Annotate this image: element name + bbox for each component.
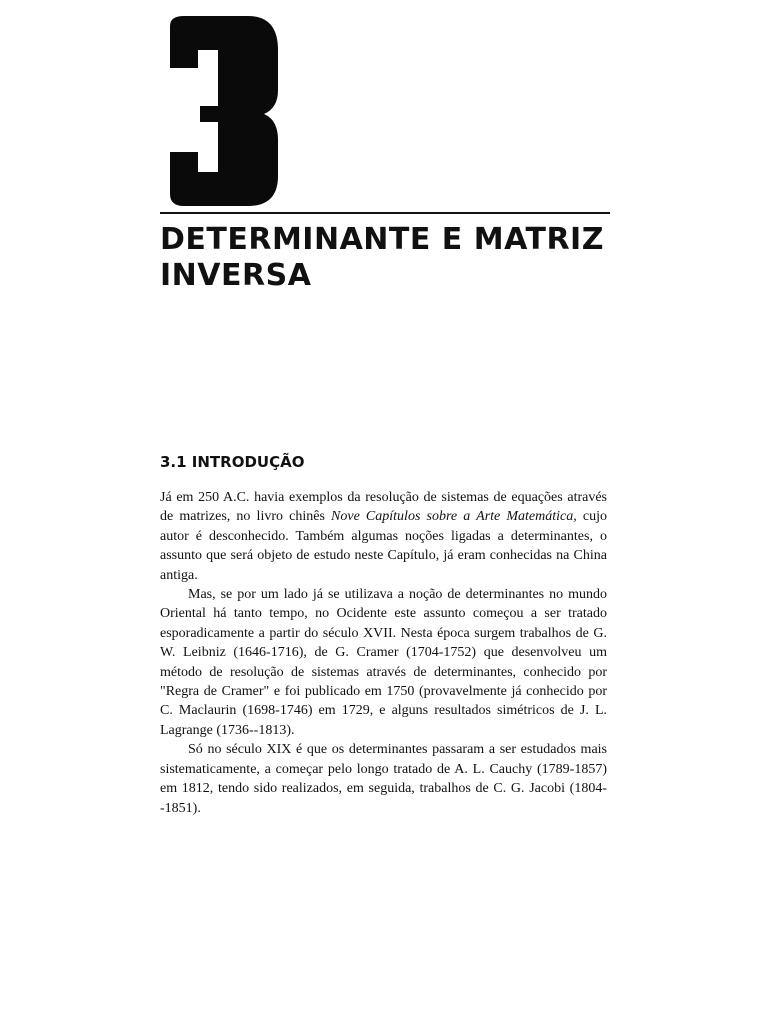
chapter-title (160, 222, 620, 294)
paragraph-1 (160, 488, 607, 585)
chapter-title-line-1: DETERMINANTE E MATRIZ (160, 222, 604, 257)
paragraph-2: Mas, se por um lado já se utilizava a noção de determinantes no mundo Oriental há tanto tempo, no Ocidente este assunto começou a ser tratado esporadicamente a partir do século XVII. Nesta época surgem trabalhos de G. W. Leibniz (1646-1716), de G. Cramer (1704-1752) que desenvolveu um método de resolução de sistemas através de determinantes, conhecido por "Regra de Cramer" e foi publicado em 1750 (provavelmente já conhecido por C. Maclaurin (1698-1746) em 1729, e alguns resultados simétricos de J. L. Lagrange (1736--1813). (160, 587, 607, 738)
body-text (160, 488, 607, 818)
chapter-number-3 (148, 10, 288, 210)
chapter-title-rule (160, 212, 610, 214)
paragraph-3: Só no século XIX é que os determinantes passaram a ser estudados mais sistematicamente, a começar pelo longo tratado de A. L. Cauchy (1789-1857) em 1812, tendo sido realizados, em seguida, trabalhos de C. G. Jacobi (1804--1851). (160, 742, 607, 816)
book-title: Nove Capítulos sobre a Arte Matemática (331, 509, 574, 525)
paragraph-1-text-b: , cujo autor é desconhecido. Também algumas noções ligadas a determinantes, o assunto que será objeto de estudo neste Capítulo, já eram conhecidas na China antiga. (160, 509, 608, 583)
chapter-title-line-2: INVERSA (160, 258, 312, 293)
section-heading: 3.1 INTRODUÇÃO (160, 453, 305, 471)
paragraph-1-text-a: Já em 250 A.C. havia exemplos da resolução de sistemas de equações através de matrizes, no livro chinês (160, 490, 607, 525)
chapter-number-glyph (148, 10, 288, 210)
